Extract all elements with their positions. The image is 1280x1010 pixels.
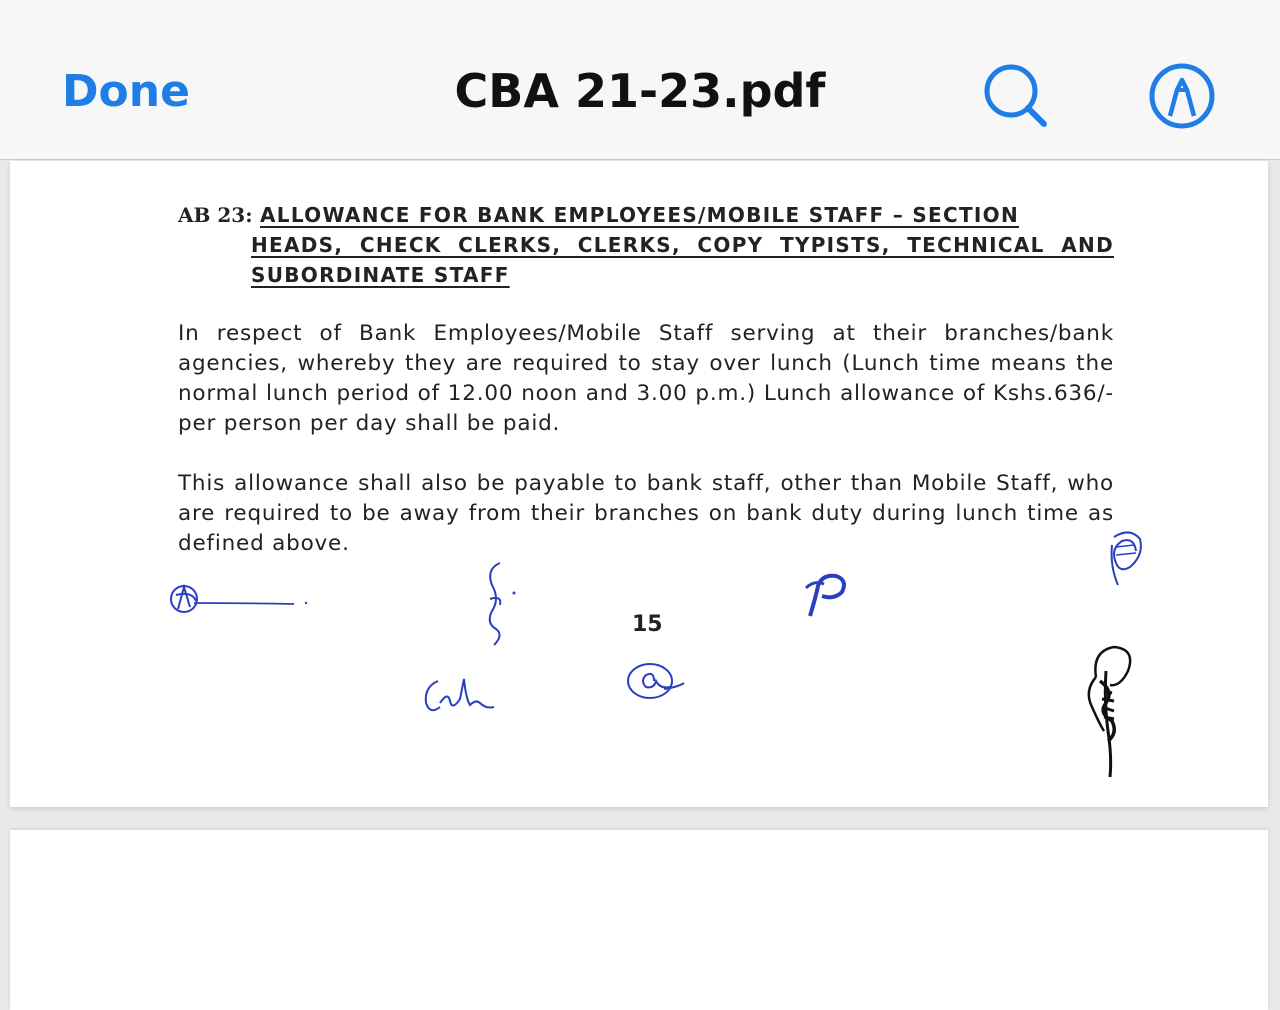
body-paragraph: This allowance shall also be payable to bank staff, other than Mobile Staff, who are required to be away from their branches on bank duty during lunch time as defined above. [178, 471, 1114, 556]
handwritten-initials [802, 566, 854, 622]
handwritten-initials [472, 559, 532, 651]
handwritten-initials [420, 673, 500, 719]
section-heading-line: ALLOWANCE FOR BANK EMPLOYEES/MOBILE STAFF – SECTION [260, 203, 1019, 227]
search-icon [980, 60, 1052, 132]
markup-button[interactable] [1146, 60, 1218, 132]
document-page[interactable] [10, 161, 1268, 807]
handwritten-initials [624, 659, 688, 703]
handwritten-initials [168, 573, 318, 623]
section-heading-line: SUBORDINATE STAFF [251, 263, 510, 287]
section-heading-line: HEADS, CHECK CLERKS, CLERKS, COPY TYPISTS, TECHNICAL AND [251, 233, 1114, 257]
handwritten-signature [1070, 641, 1150, 781]
document-page[interactable] [10, 830, 1268, 1010]
search-button[interactable] [980, 60, 1052, 132]
page-number: 15 [632, 612, 663, 637]
done-button[interactable]: Done [62, 66, 190, 117]
markup-pen-icon [1146, 60, 1218, 132]
document-title: CBA 21-23.pdf [454, 64, 826, 118]
navigation-bar [0, 0, 1280, 160]
body-paragraph: In respect of Bank Employees/Mobile Staff serving at their branches/bank agencies, whereby they are required to stay over lunch (Lunch time means the normal lunch period of 12.00 noon and 3.00 p.m.) Lunch allowance of Kshs.636/- per person per day shall be paid. [178, 321, 1114, 436]
section-code: AB 23: [178, 203, 253, 227]
handwritten-initials [1100, 527, 1150, 591]
